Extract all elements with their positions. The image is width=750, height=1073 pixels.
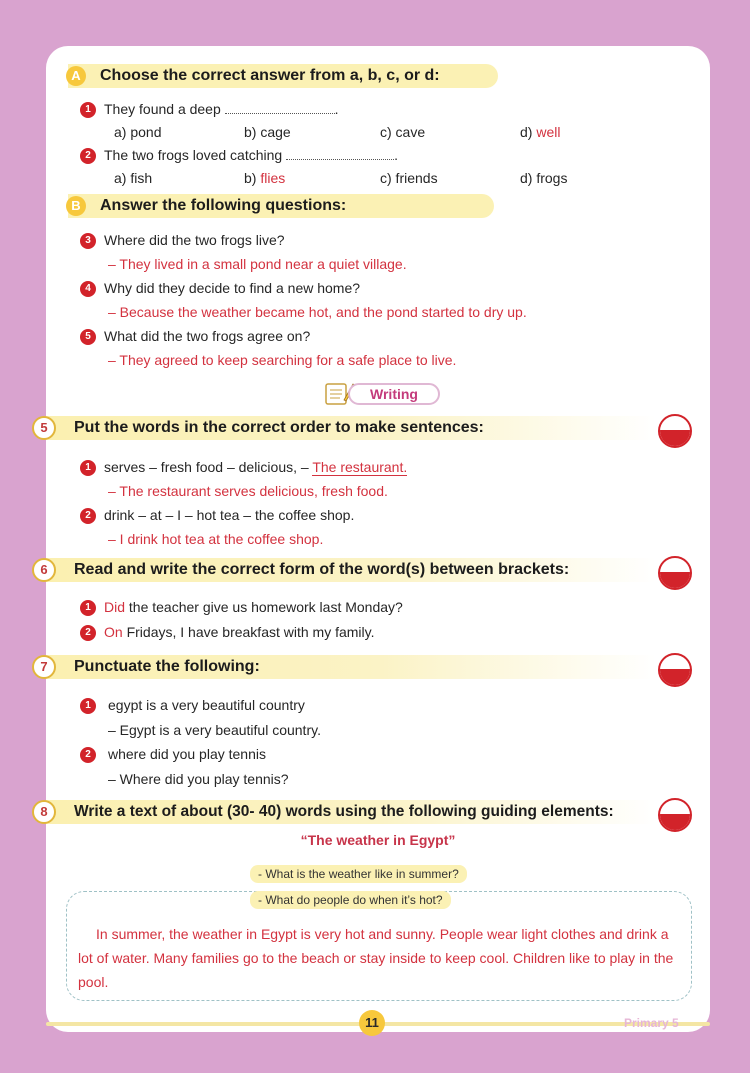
score-badge	[658, 414, 692, 448]
question-stem	[104, 101, 339, 117]
question-text: Where did the two frogs live?	[104, 232, 285, 248]
score-badge	[658, 798, 692, 832]
option-a: a) fish	[114, 170, 153, 186]
section-b-title: Answer the following questions:	[100, 197, 347, 214]
section-a-title: Choose the correct answer from a, b, c, or d:	[100, 67, 440, 84]
writing-label: Writing	[348, 383, 440, 405]
option-c: c) friends	[380, 170, 438, 186]
writing-topic: “The weather in Egypt”	[300, 832, 456, 848]
question-number: 1	[80, 102, 96, 118]
scrambled-words: drink – at – I – hot tea – the coffee shop.	[104, 507, 355, 523]
option-d	[520, 124, 560, 140]
option-d: d) frogs	[520, 170, 568, 186]
question-stem	[104, 147, 398, 163]
sentence	[104, 599, 403, 615]
answer-text: – Egypt is a very beautiful country.	[108, 722, 321, 738]
section-8-title: Write a text of about (30- 40) words using the following guiding elements:	[74, 803, 614, 820]
answer-blank	[225, 113, 335, 114]
section-7-badge: 7	[32, 655, 56, 679]
filled-word: On	[104, 624, 123, 640]
question-number: 2	[80, 148, 96, 164]
section-b-badge: B	[66, 196, 86, 216]
answer-text: – They lived in a small pond near a quiet village.	[108, 256, 407, 272]
guiding-element: - What is the weather like in summer?	[250, 865, 467, 883]
section-5-title: Put the words in the correct order to make sentences:	[74, 419, 484, 436]
sentence	[104, 624, 375, 640]
series-label: Primary 5	[624, 1016, 679, 1030]
page-number: 11	[359, 1010, 385, 1036]
section-a-badge: A	[66, 66, 86, 86]
answer-text: – The restaurant serves delicious, fresh food.	[108, 483, 388, 499]
option-correct: flies	[260, 170, 286, 186]
question-number: 2	[80, 747, 96, 763]
question-number: 1	[80, 698, 96, 714]
question-number: 4	[80, 281, 96, 297]
option-correct: well	[536, 124, 561, 140]
section-6-title: Read and write the correct form of the word(s) between brackets:	[74, 561, 570, 578]
answer-blank	[286, 159, 394, 160]
answer-text: – Because the weather became hot, and the pond started to dry up.	[108, 304, 527, 320]
scrambled-words-highlight: The restaurant.	[312, 459, 408, 475]
section-6-badge: 6	[32, 558, 56, 582]
question-text: egypt is a very beautiful country	[108, 697, 305, 713]
scrambled-words	[104, 459, 407, 475]
answer-text: – I drink hot tea at the coffee shop.	[108, 531, 324, 547]
option-b: b) cage	[244, 124, 291, 140]
question-text: What did the two frogs agree on?	[104, 328, 311, 344]
score-badge	[658, 556, 692, 590]
score-badge	[658, 653, 692, 687]
option-b-prefix: b)	[244, 170, 261, 186]
section-7-title: Punctuate the following:	[74, 658, 260, 675]
question-stem-text: The two frogs loved catching	[104, 147, 283, 163]
option-b	[244, 170, 285, 186]
worksheet-page	[40, 46, 710, 1032]
question-number: 5	[80, 329, 96, 345]
option-a: a) pond	[114, 124, 162, 140]
question-number: 2	[80, 508, 96, 524]
question-number: 1	[80, 600, 96, 616]
guiding-element: - What do people do when it’s hot?	[250, 891, 451, 909]
option-d-prefix: d)	[520, 124, 537, 140]
question-number: 3	[80, 233, 96, 249]
filled-word: Did	[104, 599, 126, 615]
sentence-text: the teacher give us homework last Monday?	[125, 599, 403, 615]
question-number: 2	[80, 625, 96, 641]
essay-text: In summer, the weather in Egypt is very hot and sunny. People wear light clothes and drink a lot of water. Many families go to the beach or stay inside to keep cool. Children like to play in the pool.	[78, 926, 674, 990]
answer-text: – Where did you play tennis?	[108, 771, 289, 787]
section-8-badge: 8	[32, 800, 56, 824]
question-stem-text: They found a deep	[104, 101, 221, 117]
sentence-end: .	[334, 101, 339, 117]
question-text: where did you play tennis	[108, 746, 266, 762]
sentence-end: .	[394, 147, 398, 163]
question-text: Why did they decide to find a new home?	[104, 280, 361, 296]
option-c: c) cave	[380, 124, 426, 140]
section-5-badge: 5	[32, 416, 56, 440]
scrambled-words-text: serves – fresh food – delicious, –	[104, 459, 313, 475]
answer-text: – They agreed to keep searching for a safe place to live.	[108, 352, 457, 368]
sentence-text: Fridays, I have breakfast with my family.	[122, 624, 375, 640]
question-number: 1	[80, 460, 96, 476]
